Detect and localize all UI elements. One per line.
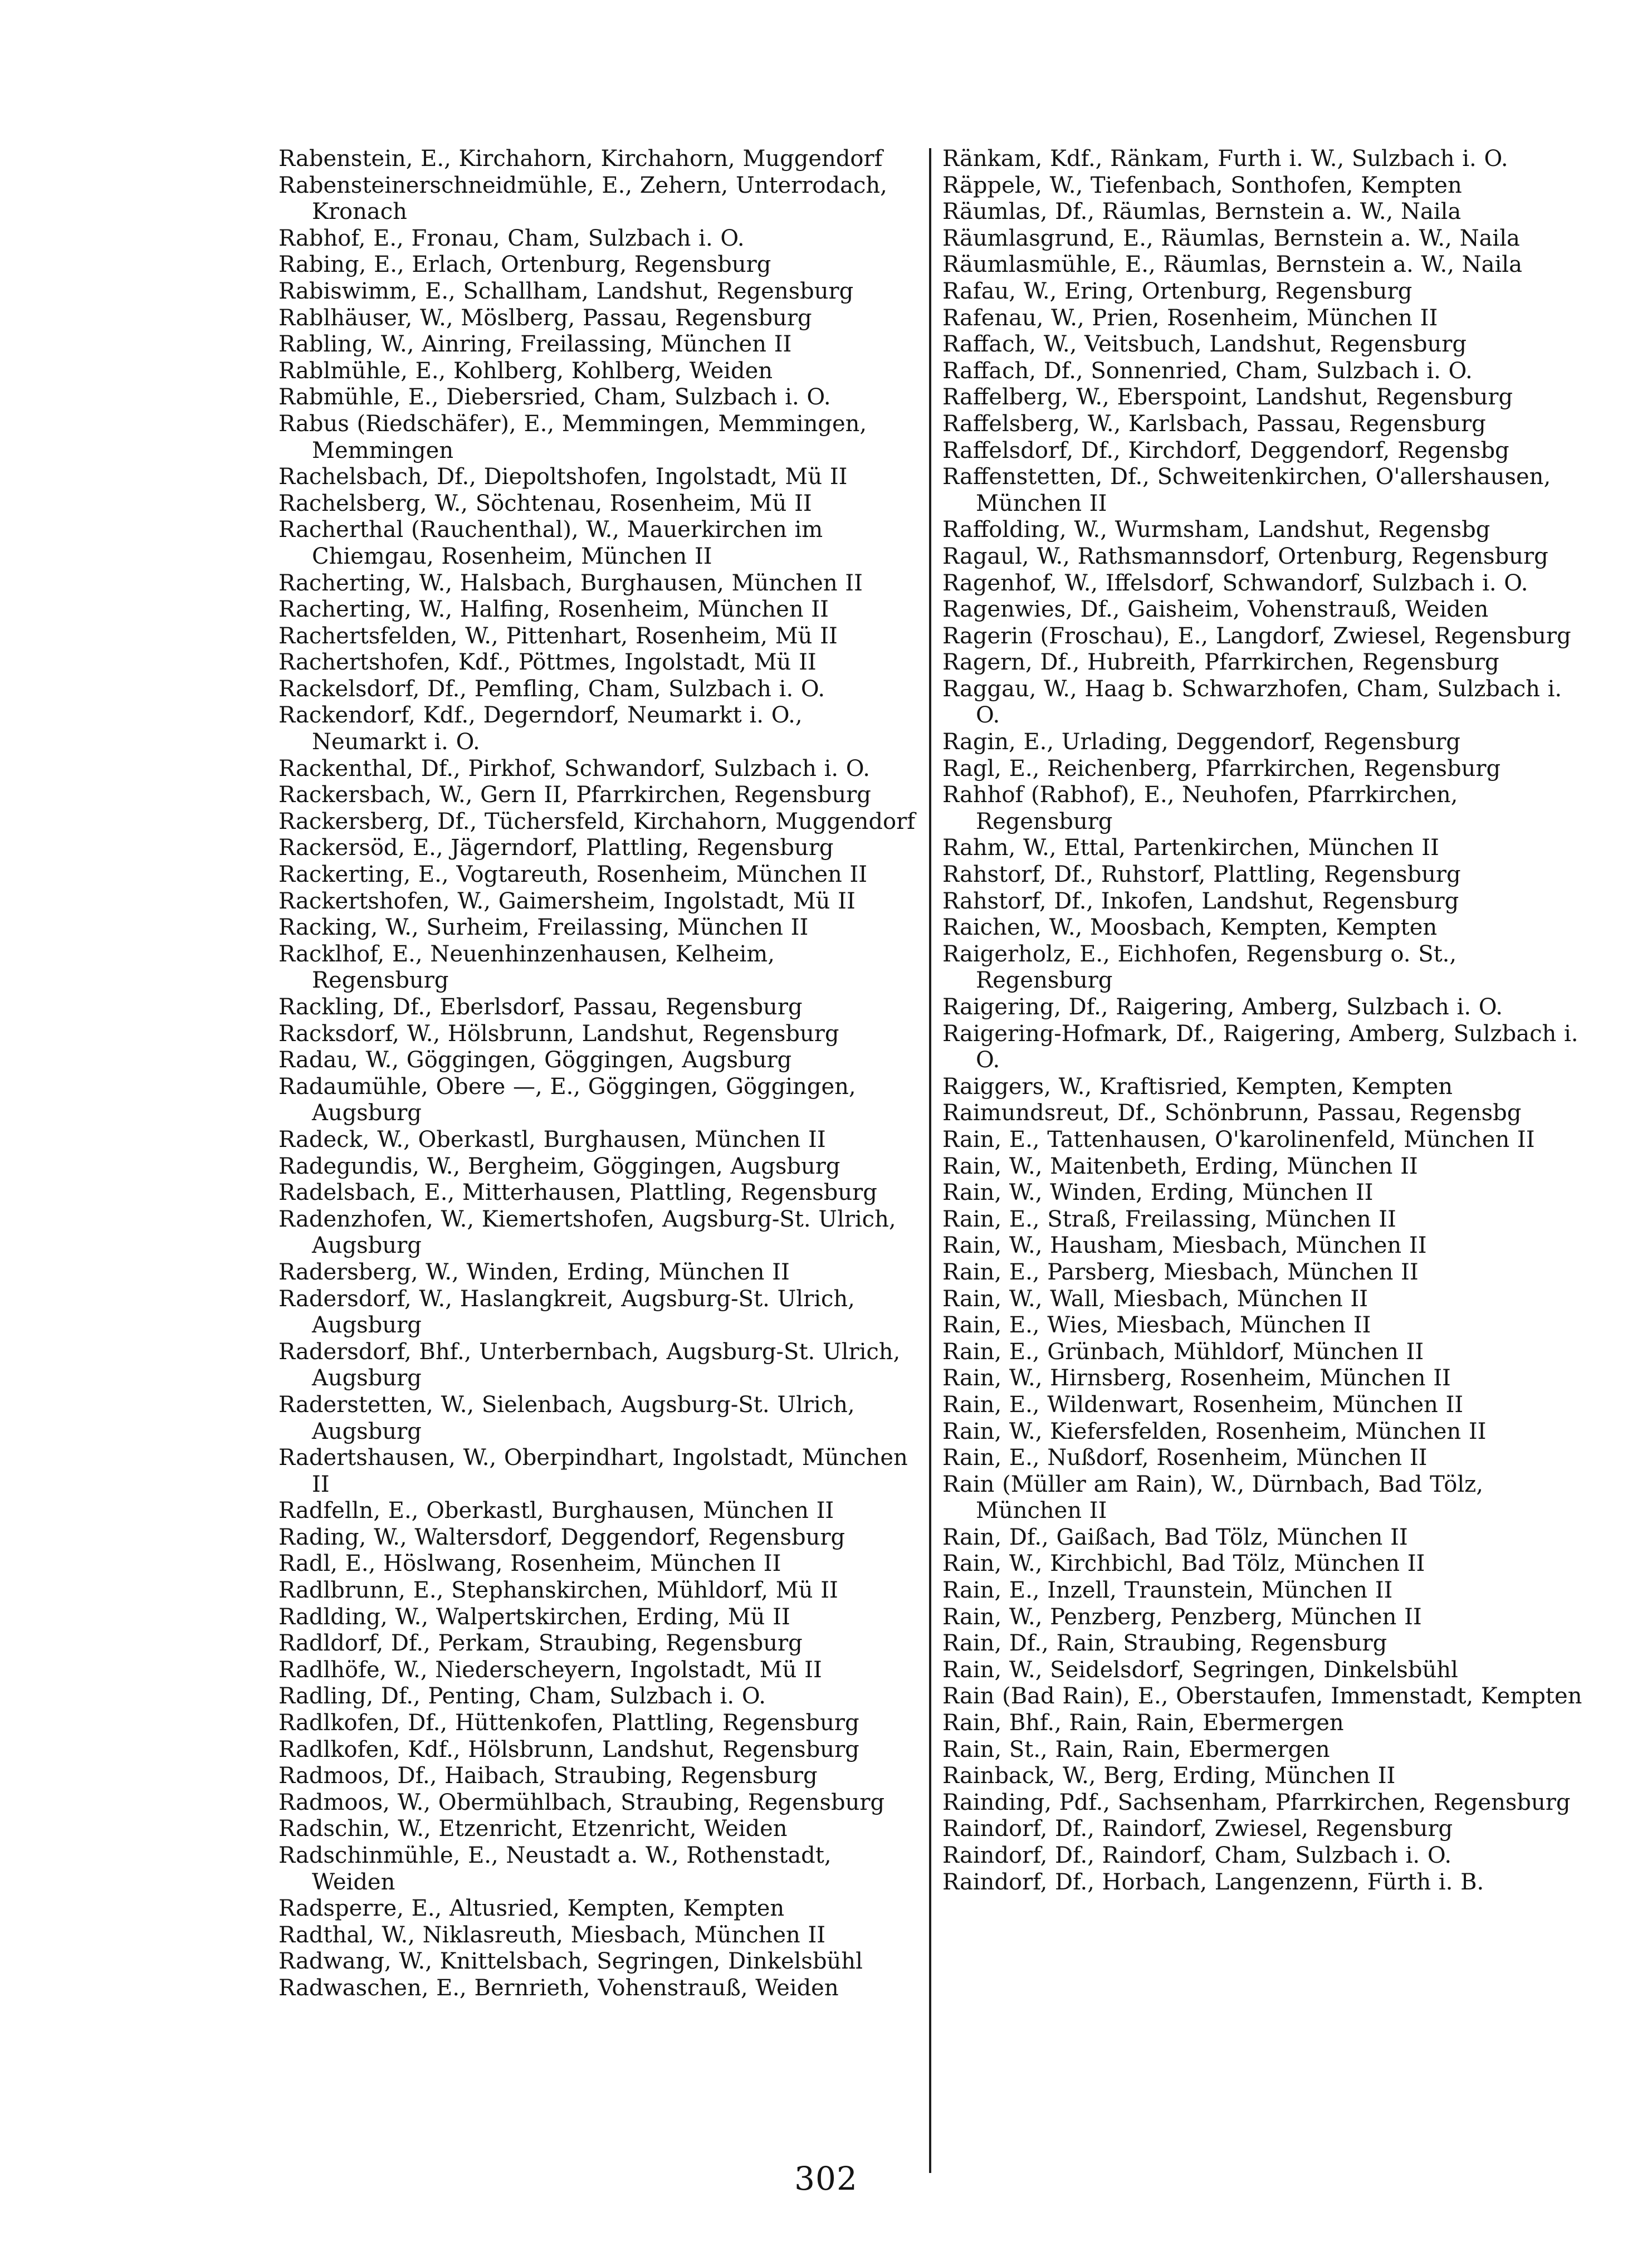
gazetteer-entry: Rabing, E., Erlach, Ortenburg, Regensburg bbox=[278, 252, 771, 278]
gazetteer-entry: Raindorf, Df., Raindorf, Cham, Sulzbach i. O. bbox=[942, 1843, 1452, 1868]
gazetteer-entry: Rackelsdorf, Df., Pemfling, Cham, Sulzbach i. O. bbox=[278, 676, 825, 702]
gazetteer-entry: Räumlasgrund, E., Räumlas, Bernstein a. W., Naila bbox=[942, 225, 1520, 251]
gazetteer-entry: Räumlasmühle, E., Räumlas, Bernstein a. W., Naila bbox=[942, 252, 1522, 278]
gazetteer-entry: Radwang, W., Knittelsbach, Segringen, Dinkelsbühl bbox=[278, 1949, 863, 1975]
gazetteer-entry: Ragl, E., Reichenberg, Pfarrkirchen, Regensburg bbox=[942, 755, 1501, 782]
gazetteer-entry: Raffenstetten, Df., Schweitenkirchen, O'allershausen, München II bbox=[942, 464, 1551, 516]
gazetteer-entry: Radsperre, E., Altusried, Kempten, Kempten bbox=[278, 1896, 785, 1922]
gazetteer-entry: Raderstetten, W., Sielenbach, Augsburg-St. Ulrich, Augsburg bbox=[278, 1391, 855, 1444]
gazetteer-entry: Raffelsdorf, Df., Kirchdorf, Deggendorf, Regensbg bbox=[942, 437, 1509, 463]
gazetteer-entry: Raigering-Hofmark, Df., Raigering, Amberg, Sulzbach i. O. bbox=[942, 1020, 1578, 1073]
gazetteer-entry: Rackling, Df., Eberlsdorf, Passau, Regensburg bbox=[278, 994, 803, 1020]
gazetteer-entry: Raigerholz, E., Eichhofen, Regensburg o. St., Regensburg bbox=[942, 941, 1457, 994]
gazetteer-entry: Raiggers, W., Kraftisried, Kempten, Kempten bbox=[942, 1073, 1453, 1100]
gazetteer-entry: Radling, Df., Penting, Cham, Sulzbach i. O. bbox=[278, 1683, 766, 1710]
gazetteer-entry: Rahstorf, Df., Inkofen, Landshut, Regensburg bbox=[942, 888, 1459, 914]
gazetteer-entry: Ragin, E., Urlading, Deggendorf, Regensburg bbox=[942, 729, 1460, 755]
gazetteer-entry: Radfelln, E., Oberkastl, Burghausen, München II bbox=[278, 1498, 834, 1524]
gazetteer-entry: Raffelsberg, W., Karlsbach, Passau, Regensburg bbox=[942, 411, 1486, 437]
gazetteer-entry: Raindorf, Df., Raindorf, Zwiesel, Regensburg bbox=[942, 1816, 1453, 1842]
gazetteer-entry: Radersdorf, W., Haslangkreit, Augsburg-St. Ulrich, Augsburg bbox=[278, 1286, 855, 1339]
left-column bbox=[278, 146, 916, 2002]
gazetteer-entry: Rainback, W., Berg, Erding, München II bbox=[942, 1763, 1396, 1789]
gazetteer-entry: Rabmühle, E., Diebersried, Cham, Sulzbach i. O. bbox=[278, 384, 831, 411]
gazetteer-entry: Radenzhofen, W., Kiemertshofen, Augsburg-St. Ulrich, Augsburg bbox=[278, 1206, 896, 1259]
gazetteer-entry: Rading, W., Waltersdorf, Deggendorf, Regensburg bbox=[278, 1524, 845, 1550]
gazetteer-entry: Raffach, W., Veitsbuch, Landshut, Regensburg bbox=[942, 331, 1467, 358]
gazetteer-entry: Rain, W., Winden, Erding, München II bbox=[942, 1180, 1374, 1206]
gazetteer-entry: Racherting, W., Halsbach, Burghausen, München II bbox=[278, 570, 863, 596]
gazetteer-entry: Rafenau, W., Prien, Rosenheim, München II bbox=[942, 305, 1438, 331]
gazetteer-entry: Radthal, W., Niklasreuth, Miesbach, München II bbox=[278, 1922, 826, 1948]
gazetteer-entry: Ragern, Df., Hubreith, Pfarrkirchen, Regensburg bbox=[942, 650, 1499, 676]
gazetteer-entry: Rackersberg, Df., Tüchersfeld, Kirchahorn, Muggendorf bbox=[278, 808, 916, 834]
gazetteer-entry: Radegundis, W., Bergheim, Göggingen, Augsburg bbox=[278, 1153, 840, 1179]
gazetteer-entry: Rackertshofen, W., Gaimersheim, Ingolstadt, Mü II bbox=[278, 888, 856, 914]
gazetteer-entry: Radschinmühle, E., Neustadt a. W., Rothenstadt, Weiden bbox=[278, 1843, 832, 1895]
gazetteer-entry: Raichen, W., Moosbach, Kempten, Kempten bbox=[942, 915, 1438, 941]
gazetteer-entry: Rain, W., Maitenbeth, Erding, München II bbox=[942, 1153, 1418, 1179]
gazetteer-entry: Rain, W., Hirnsberg, Rosenheim, München II bbox=[942, 1365, 1451, 1391]
gazetteer-entry: Racklhof, E., Neuenhinzenhausen, Kelheim, Regensburg bbox=[278, 941, 775, 994]
gazetteer-entry: Ragenwies, Df., Gaisheim, Vohenstrauß, Weiden bbox=[942, 597, 1489, 623]
gazetteer-entry: Rain, Bhf., Rain, Rain, Ebermergen bbox=[942, 1710, 1344, 1736]
gazetteer-entry: Raigering, Df., Raigering, Amberg, Sulzbach i. O. bbox=[942, 994, 1503, 1020]
gazetteer-entry: Rain, W., Hausham, Miesbach, München II bbox=[942, 1233, 1427, 1259]
right-column bbox=[942, 146, 1589, 1896]
gazetteer-entry: Räumlas, Df., Räumlas, Bernstein a. W., Naila bbox=[942, 199, 1462, 225]
gazetteer-entry: Rain, Df., Rain, Straubing, Regensburg bbox=[942, 1630, 1387, 1657]
gazetteer-entry: Rabiswimm, E., Schallham, Landshut, Regensburg bbox=[278, 278, 854, 304]
gazetteer-entry: Rain, E., Inzell, Traunstein, München II bbox=[942, 1578, 1393, 1604]
gazetteer-entry: Rabling, W., Ainring, Freilassing, München II bbox=[278, 331, 792, 358]
gazetteer-entry: Rabenstein, E., Kirchahorn, Kirchahorn, Muggendorf bbox=[278, 146, 883, 172]
gazetteer-entry: Radschin, W., Etzenricht, Etzenricht, Weiden bbox=[278, 1816, 788, 1842]
gazetteer-entry: Raffolding, W., Wurmsham, Landshut, Regensbg bbox=[942, 517, 1490, 543]
gazetteer-entry: Radmoos, Df., Haibach, Straubing, Regensburg bbox=[278, 1763, 818, 1789]
gazetteer-entry: Rain, E., Wildenwart, Rosenheim, München II bbox=[942, 1391, 1464, 1418]
gazetteer-entry: Rahm, W., Ettal, Partenkirchen, München II bbox=[942, 835, 1439, 861]
gazetteer-entry: Raffach, Df., Sonnenried, Cham, Sulzbach i. O. bbox=[942, 358, 1473, 384]
gazetteer-entry: Rain, E., Straß, Freilassing, München II bbox=[942, 1206, 1396, 1232]
gazetteer-entry: Radersberg, W., Winden, Erding, München II bbox=[278, 1259, 790, 1285]
gazetteer-entry: Rabhof, E., Fronau, Cham, Sulzbach i. O. bbox=[278, 225, 745, 251]
gazetteer-entry: Rahstorf, Df., Ruhstorf, Plattling, Regensburg bbox=[942, 862, 1461, 888]
gazetteer-entry: Rain, E., Grünbach, Mühldorf, München II bbox=[942, 1339, 1424, 1365]
gazetteer-entry: Radersdorf, Bhf., Unterbernbach, Augsburg-St. Ulrich, Augsburg bbox=[278, 1339, 901, 1391]
gazetteer-entry: Rabus (Riedschäfer), E., Memmingen, Memmingen, Memmingen bbox=[278, 411, 867, 463]
gazetteer-entry: Rain (Bad Rain), E., Oberstaufen, Immenstadt, Kempten bbox=[942, 1683, 1582, 1710]
gazetteer-entry: Radelsbach, E., Mitterhausen, Plattling, Regensburg bbox=[278, 1180, 877, 1206]
gazetteer-entry: Radaumühle, Obere —, E., Göggingen, Göggingen, Augsburg bbox=[278, 1073, 856, 1126]
gazetteer-entry: Rain, E., Wies, Miesbach, München II bbox=[942, 1312, 1371, 1339]
gazetteer-entry: Rain, E., Tattenhausen, O'karolinenfeld, München II bbox=[942, 1126, 1535, 1153]
gazetteer-entry: Rain, E., Nußdorf, Rosenheim, München II bbox=[942, 1445, 1428, 1471]
gazetteer-entry: Rackendorf, Kdf., Degerndorf, Neumarkt i. O., Neumarkt i. O. bbox=[278, 702, 803, 755]
gazetteer-entry: Radau, W., Göggingen, Göggingen, Augsburg bbox=[278, 1047, 792, 1073]
gazetteer-entry: Rackerting, E., Vogtareuth, Rosenheim, München II bbox=[278, 862, 868, 888]
gazetteer-entry: Racherthal (Rauchenthal), W., Mauerkirchen im Chiemgau, Rosenheim, München II bbox=[278, 517, 823, 569]
gazetteer-entry: Rablhäuser, W., Möslberg, Passau, Regensburg bbox=[278, 305, 812, 331]
gazetteer-entry: Rablmühle, E., Kohlberg, Kohlberg, Weiden bbox=[278, 358, 773, 384]
gazetteer-entry: Ragerin (Froschau), E., Langdorf, Zwiesel, Regensburg bbox=[942, 623, 1571, 649]
gazetteer-entry: Rainding, Pdf., Sachsenham, Pfarrkirchen, Regensburg bbox=[942, 1789, 1571, 1815]
gazetteer-entry: Rackersbach, W., Gern II, Pfarrkirchen, Regensburg bbox=[278, 782, 871, 808]
gazetteer-entry: Rain, W., Kirchbichl, Bad Tölz, München II bbox=[942, 1551, 1425, 1577]
gazetteer-entry: Rachelsbach, Df., Diepoltshofen, Ingolstadt, Mü II bbox=[278, 464, 848, 490]
gazetteer-entry: Raimundsreut, Df., Schönbrunn, Passau, Regensbg bbox=[942, 1100, 1522, 1126]
gazetteer-entry: Rachertsfelden, W., Pittenhart, Rosenheim, Mü II bbox=[278, 623, 838, 649]
gazetteer-entry: Rahhof (Rabhof), E., Neuhofen, Pfarrkirchen, Regensburg bbox=[942, 782, 1458, 834]
gazetteer-entry: Rain (Müller am Rain), W., Dürnbach, Bad Tölz, München II bbox=[942, 1471, 1483, 1524]
gazetteer-entry: Rain, Df., Gaißach, Bad Tölz, München II bbox=[942, 1524, 1408, 1550]
gazetteer-entry: Radl, E., Höslwang, Rosenheim, München II bbox=[278, 1551, 781, 1577]
gazetteer-entry: Rafau, W., Ering, Ortenburg, Regensburg bbox=[942, 278, 1412, 304]
gazetteer-entry: Rain, St., Rain, Rain, Ebermergen bbox=[942, 1736, 1330, 1762]
gazetteer-entry: Rackersöd, E., Jägerndorf, Plattling, Regensburg bbox=[278, 835, 834, 861]
gazetteer-entry: Radmoos, W., Obermühlbach, Straubing, Regensburg bbox=[278, 1789, 885, 1815]
gazetteer-entry: Radlbrunn, E., Stephanskirchen, Mühldorf, Mü II bbox=[278, 1578, 838, 1604]
gazetteer-entry: Racherting, W., Halfing, Rosenheim, München II bbox=[278, 597, 829, 623]
gazetteer-entry: Rain, W., Penzberg, Penzberg, München II bbox=[942, 1604, 1422, 1630]
gazetteer-entry: Radlkofen, Df., Hüttenkofen, Plattling, Regensburg bbox=[278, 1710, 859, 1736]
gazetteer-entry: Ragaul, W., Rathsmannsdorf, Ortenburg, Regensburg bbox=[942, 543, 1548, 569]
gazetteer-entry: Radertshausen, W., Oberpindhart, Ingolstadt, München II bbox=[278, 1445, 908, 1497]
gazetteer-entry: Radlding, W., Walpertskirchen, Erding, Mü II bbox=[278, 1604, 790, 1630]
gazetteer-entry: Räppele, W., Tiefenbach, Sonthofen, Kempten bbox=[942, 172, 1462, 198]
gazetteer-entry: Rain, W., Wall, Miesbach, München II bbox=[942, 1286, 1368, 1312]
gazetteer-entry: Ränkam, Kdf., Ränkam, Furth i. W., Sulzbach i. O. bbox=[942, 146, 1508, 172]
gazetteer-entry: Ragenhof, W., Iffelsdorf, Schwandorf, Sulzbach i. O. bbox=[942, 570, 1528, 596]
gazetteer-entry: Radeck, W., Oberkastl, Burghausen, München II bbox=[278, 1126, 826, 1153]
gazetteer-entry: Rachertshofen, Kdf., Pöttmes, Ingolstadt, Mü II bbox=[278, 650, 817, 676]
gazetteer-entry: Rabensteinerschneidmühle, E., Zehern, Unterrodach, Kronach bbox=[278, 172, 887, 225]
gazetteer-entry: Raindorf, Df., Horbach, Langenzenn, Fürth i. B. bbox=[942, 1869, 1484, 1895]
gazetteer-entry: Raffelberg, W., Eberspoint, Landshut, Regensburg bbox=[942, 384, 1513, 411]
gazetteer-entry: Racksdorf, W., Hölsbrunn, Landshut, Regensburg bbox=[278, 1020, 839, 1047]
gazetteer-entry: Radlhöfe, W., Niederscheyern, Ingolstadt, Mü II bbox=[278, 1657, 822, 1683]
gazetteer-entry: Radlkofen, Kdf., Hölsbrunn, Landshut, Regensburg bbox=[278, 1736, 859, 1762]
gazetteer-entry: Raggau, W., Haag b. Schwarzhofen, Cham, Sulzbach i. O. bbox=[942, 676, 1562, 729]
gazetteer-entry: Rain, W., Kiefersfelden, Rosenheim, München II bbox=[942, 1418, 1487, 1444]
gazetteer-entry: Radwaschen, E., Bernrieth, Vohenstrauß, Weiden bbox=[278, 1975, 839, 2001]
page-number: 302 bbox=[794, 2160, 858, 2197]
gazetteer-entry: Rain, W., Seidelsdorf, Segringen, Dinkelsbühl bbox=[942, 1657, 1458, 1683]
gazetteer-entry: Rain, E., Parsberg, Miesbach, München II bbox=[942, 1259, 1419, 1285]
column-divider bbox=[929, 148, 931, 2173]
gazetteer-entry: Radldorf, Df., Perkam, Straubing, Regensburg bbox=[278, 1630, 803, 1657]
gazetteer-entry: Rackenthal, Df., Pirkhof, Schwandorf, Sulzbach i. O. bbox=[278, 755, 870, 782]
gazetteer-entry: Racking, W., Surheim, Freilassing, München II bbox=[278, 915, 809, 941]
gazetteer-entry: Rachelsberg, W., Söchtenau, Rosenheim, Mü II bbox=[278, 490, 812, 516]
